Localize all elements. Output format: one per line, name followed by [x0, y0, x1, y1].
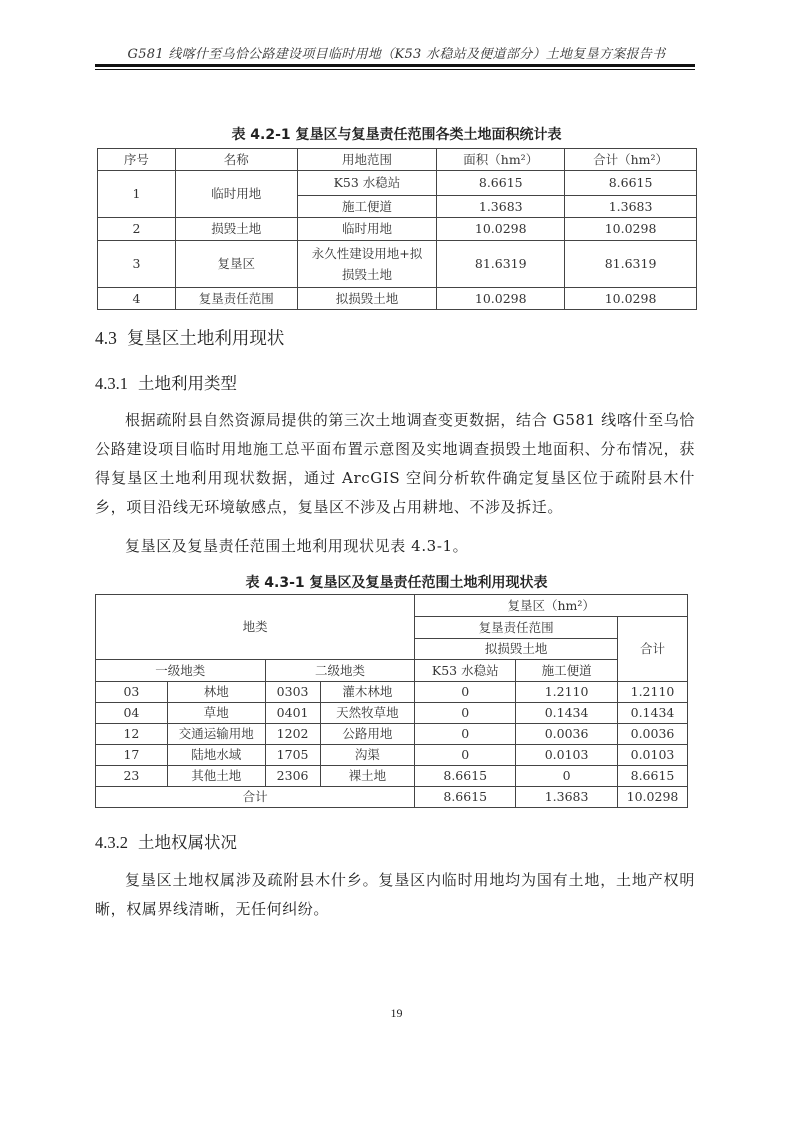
table1-land-area-statistics [97, 148, 697, 310]
k53-value: 0 [415, 745, 516, 766]
section-heading-4-3-2 [95, 829, 237, 853]
section-number: 4.3.2 [95, 833, 128, 852]
level1-name: 草地 [167, 703, 265, 724]
level1-code: 23 [96, 766, 168, 787]
row-name: 复垦责任范围 [175, 288, 297, 310]
table1-header-cell: 序号 [98, 149, 176, 171]
row-area: 1.3683 [437, 196, 565, 218]
table-row [98, 171, 697, 196]
level2-code: 0401 [265, 703, 320, 724]
level1-name: 陆地水域 [167, 745, 265, 766]
total-value: 1.2110 [618, 682, 688, 703]
table-row [98, 218, 697, 241]
total-value: 8.6615 [618, 766, 688, 787]
level1-code: 17 [96, 745, 168, 766]
row-number: 3 [98, 241, 176, 288]
land-type-header: 地类 [96, 595, 415, 660]
table2-land-use-status [95, 594, 688, 808]
responsibility-scope-header: 复垦责任范围 [415, 617, 618, 639]
level2-name: 灌木林地 [320, 682, 415, 703]
running-header: G581 线喀什至乌恰公路建设项目临时用地（K53 水稳站及便道部分）土地复垦方案报告书 [127, 47, 666, 62]
total-value: 0.0103 [618, 745, 688, 766]
planned-damaged-header: 拟损毁土地 [415, 639, 618, 660]
header-rule-thin [95, 69, 695, 70]
road-value: 1.2110 [516, 682, 618, 703]
level2-name: 沟渠 [320, 745, 415, 766]
row-scope: 拟损毁土地 [297, 288, 437, 310]
road-value: 0.0036 [516, 724, 618, 745]
level2-name: 天然牧草地 [320, 703, 415, 724]
section-number: 4.3.1 [95, 374, 128, 393]
paragraph-table-reference: 复垦区及复垦责任范围土地利用现状见表 4.3-1。 [125, 537, 469, 555]
level2-code: 0303 [265, 682, 320, 703]
road-value: 0.0103 [516, 745, 618, 766]
table2-caption: 表 4.3-1 复垦区及复垦责任范围土地利用现状表 [245, 575, 548, 591]
level1-name: 交通运输用地 [167, 724, 265, 745]
paragraph-land-ownership: 复垦区土地权属涉及疏附县木什乡。复垦区内临时用地均为国有土地，土地产权明晰，权属界线清晰，无任何纠纷。 [95, 871, 695, 918]
row-scope: K53 水稳站 [297, 171, 437, 196]
header-rule-thick [95, 64, 695, 67]
row-total: 81.6319 [565, 241, 697, 288]
sum-total: 10.0298 [618, 787, 688, 808]
level2-name: 裸土地 [320, 766, 415, 787]
road-header: 施工便道 [516, 660, 618, 682]
level1-code: 04 [96, 703, 168, 724]
table1-header-cell: 面积（hm²） [437, 149, 565, 171]
section-title: 土地权属状况 [138, 833, 237, 852]
row-total: 1.3683 [565, 196, 697, 218]
table1-header-cell: 名称 [175, 149, 297, 171]
row-area: 8.6615 [437, 171, 565, 196]
row-area: 81.6319 [437, 241, 565, 288]
k53-value: 0 [415, 682, 516, 703]
row-number: 2 [98, 218, 176, 241]
row-scope: 临时用地 [297, 218, 437, 241]
level1-code: 12 [96, 724, 168, 745]
section-heading-4-3-1 [95, 370, 237, 394]
k53-value: 0 [415, 703, 516, 724]
level1-code: 03 [96, 682, 168, 703]
page-number: 19 [390, 1006, 403, 1020]
level2-header: 二级地类 [265, 660, 415, 682]
table-row [96, 682, 688, 703]
table-row [98, 241, 697, 288]
table1-header-cell: 用地范围 [297, 149, 437, 171]
table-row [98, 288, 697, 310]
section-heading-4-3 [95, 325, 284, 350]
row-number: 4 [98, 288, 176, 310]
table-row [96, 766, 688, 787]
row-total: 10.0298 [565, 218, 697, 241]
road-value: 0.1434 [516, 703, 618, 724]
total-value: 0.0036 [618, 724, 688, 745]
row-number: 1 [98, 171, 176, 218]
k53-value: 8.6615 [415, 766, 516, 787]
table1-header-cell: 合计（hm²） [565, 149, 697, 171]
table1-caption: 表 4.2-1 复垦区与复垦责任范围各类土地面积统计表 [231, 127, 562, 143]
row-name: 损毁土地 [175, 218, 297, 241]
paragraph-land-use-type: 根据疏附县自然资源局提供的第三次土地调查变更数据，结合 G581 线喀什至乌恰公路建设项目临时用地施工总平面布置示意图及实地调查损毁土地面积、分布情况，获得复垦区土地利用现状数据，通过 ArcGIS 空间分析软件确定复垦区位于疏附县木什乡，项目沿线无环境敏感点，复垦区不涉及占用耕地、不涉及拆迁。 [95, 411, 695, 516]
reclaim-area-header: 复垦区（hm²） [415, 595, 688, 617]
level1-header: 一级地类 [96, 660, 266, 682]
sum-road: 1.3683 [516, 787, 618, 808]
row-scope: 永久性建设用地+拟损毁土地 [297, 241, 437, 288]
level2-code: 2306 [265, 766, 320, 787]
sum-row [96, 787, 688, 808]
level2-name: 公路用地 [320, 724, 415, 745]
row-area: 10.0298 [437, 288, 565, 310]
row-total: 8.6615 [565, 171, 697, 196]
total-header: 合计 [618, 617, 688, 682]
section-title: 复垦区土地利用现状 [126, 329, 285, 349]
row-area: 10.0298 [437, 218, 565, 241]
table-row [96, 724, 688, 745]
row-name: 临时用地 [175, 171, 297, 218]
table-row [96, 703, 688, 724]
k53-header: K53 水稳站 [415, 660, 516, 682]
level2-code: 1202 [265, 724, 320, 745]
level1-name: 林地 [167, 682, 265, 703]
k53-value: 0 [415, 724, 516, 745]
road-value: 0 [516, 766, 618, 787]
row-total: 10.0298 [565, 288, 697, 310]
sum-k53: 8.6615 [415, 787, 516, 808]
level2-code: 1705 [265, 745, 320, 766]
table-row [96, 745, 688, 766]
level1-name: 其他土地 [167, 766, 265, 787]
sum-label: 合计 [96, 787, 415, 808]
table1-header-row [98, 149, 697, 171]
section-number: 4.3 [95, 328, 117, 348]
row-scope: 施工便道 [297, 196, 437, 218]
section-title: 土地利用类型 [138, 374, 237, 393]
row-name: 复垦区 [175, 241, 297, 288]
total-value: 0.1434 [618, 703, 688, 724]
